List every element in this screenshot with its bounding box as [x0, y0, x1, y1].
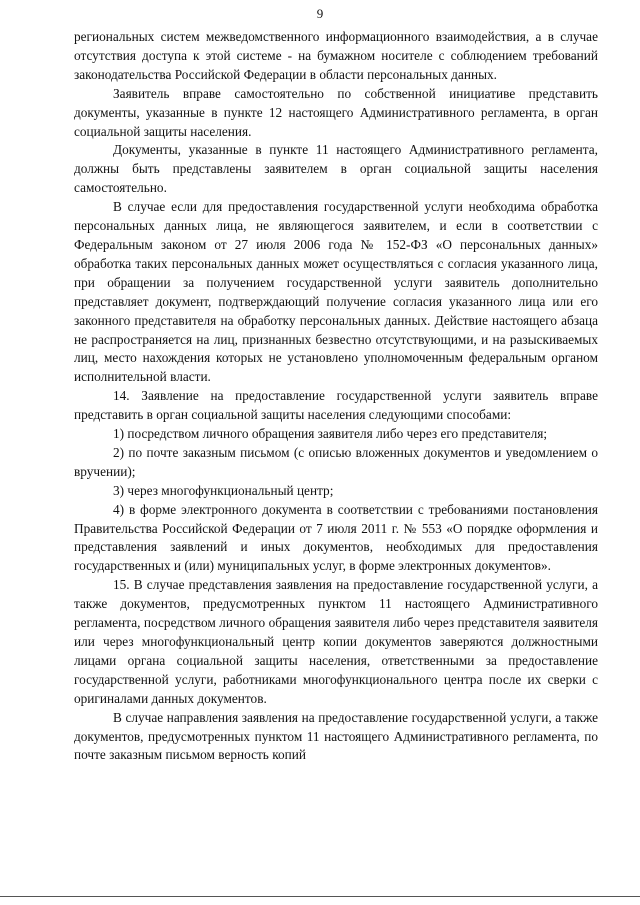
paragraph-section-14: 14. Заявление на предоставление государственной услуги заявитель вправе представить в орган социальной защиты населения следующими способами:	[74, 388, 598, 423]
list-item: 1) посредством личного обращения заявителя либо через его представителя;	[113, 426, 548, 442]
list-item: 3) через многофункциональный центр;	[113, 482, 334, 498]
paragraph: региональных систем межведомственного информационного взаимодействия, а в случае отсутствия доступа к этой системе - на бумажном носителе с соблюдением требований законодательства Российской Федерации в области персональных данных.	[74, 29, 598, 82]
paragraph: Заявитель вправе самостоятельно по собственной инициативе представить документы, указанные в пункте 12 настоящего Административного регламента, в орган социальной защиты населения.	[74, 85, 598, 139]
document-body	[74, 28, 598, 765]
list-item: 2) по почте заказным письмом (с описью вложенных документов и уведомлением о вручении);	[74, 444, 598, 479]
paragraph: Документы, указанные в пункте 11 настоящего Административного регламента, должны быть представлены заявителем в орган социальной защиты населения самостоятельно.	[74, 142, 598, 196]
paragraph-section-15: 15. В случае представления заявления на предоставление государственной услуги, а также документов, предусмотренных пунктом 11 настоящего Административного регламента, посредством личного обращения заявителя либо через представителя заявителя или через многофункциональный центр копии документов заверяются должностными лицами органа социальной защиты населения, ответственными за предоставление государственной услуги, работниками многофункционального центра после их сверки с оригиналами данных документов.	[74, 577, 598, 706]
paragraph: В случае направления заявления на предоставление государственной услуги, а также документов, предусмотренных пунктом 11 настоящего Административного регламента, по почте заказным письмом верность копий	[74, 709, 598, 763]
list-item: 4) в форме электронного документа в соответствии с требованиями постановления Правительства Российской Федерации от 7 июля 2011 г. № 553 «О порядке оформления и представления заявлений и иных документов, необходимых для предоставления государственных и (или) муниципальных услуг, в форме электронных документов».	[74, 501, 598, 574]
scan-edge-divider	[0, 896, 640, 897]
page-number: 9	[316, 6, 324, 21]
paragraph: В случае если для предоставления государственной услуги необходима обработка персональных данных лица, не являющегося заявителем, и если в соответствии с Федеральным законом от 27 июля 2006 года № 152-ФЗ «О персональных данных» обработка таких персональных данных может осуществляться с согласия указанного лица, при обращении за получением государственной услуги заявитель дополнительно представляет документ, подтверждающий получение согласия указанного лица или его законного представителя на обработку персональных данных. Действие настоящего абзаца не распространяется на лиц, признанных безвестно отсутствующими, и на разыскиваемых лиц, место нахождения которых не установлено уполномоченным федеральным органом исполнительной власти.	[74, 199, 598, 385]
